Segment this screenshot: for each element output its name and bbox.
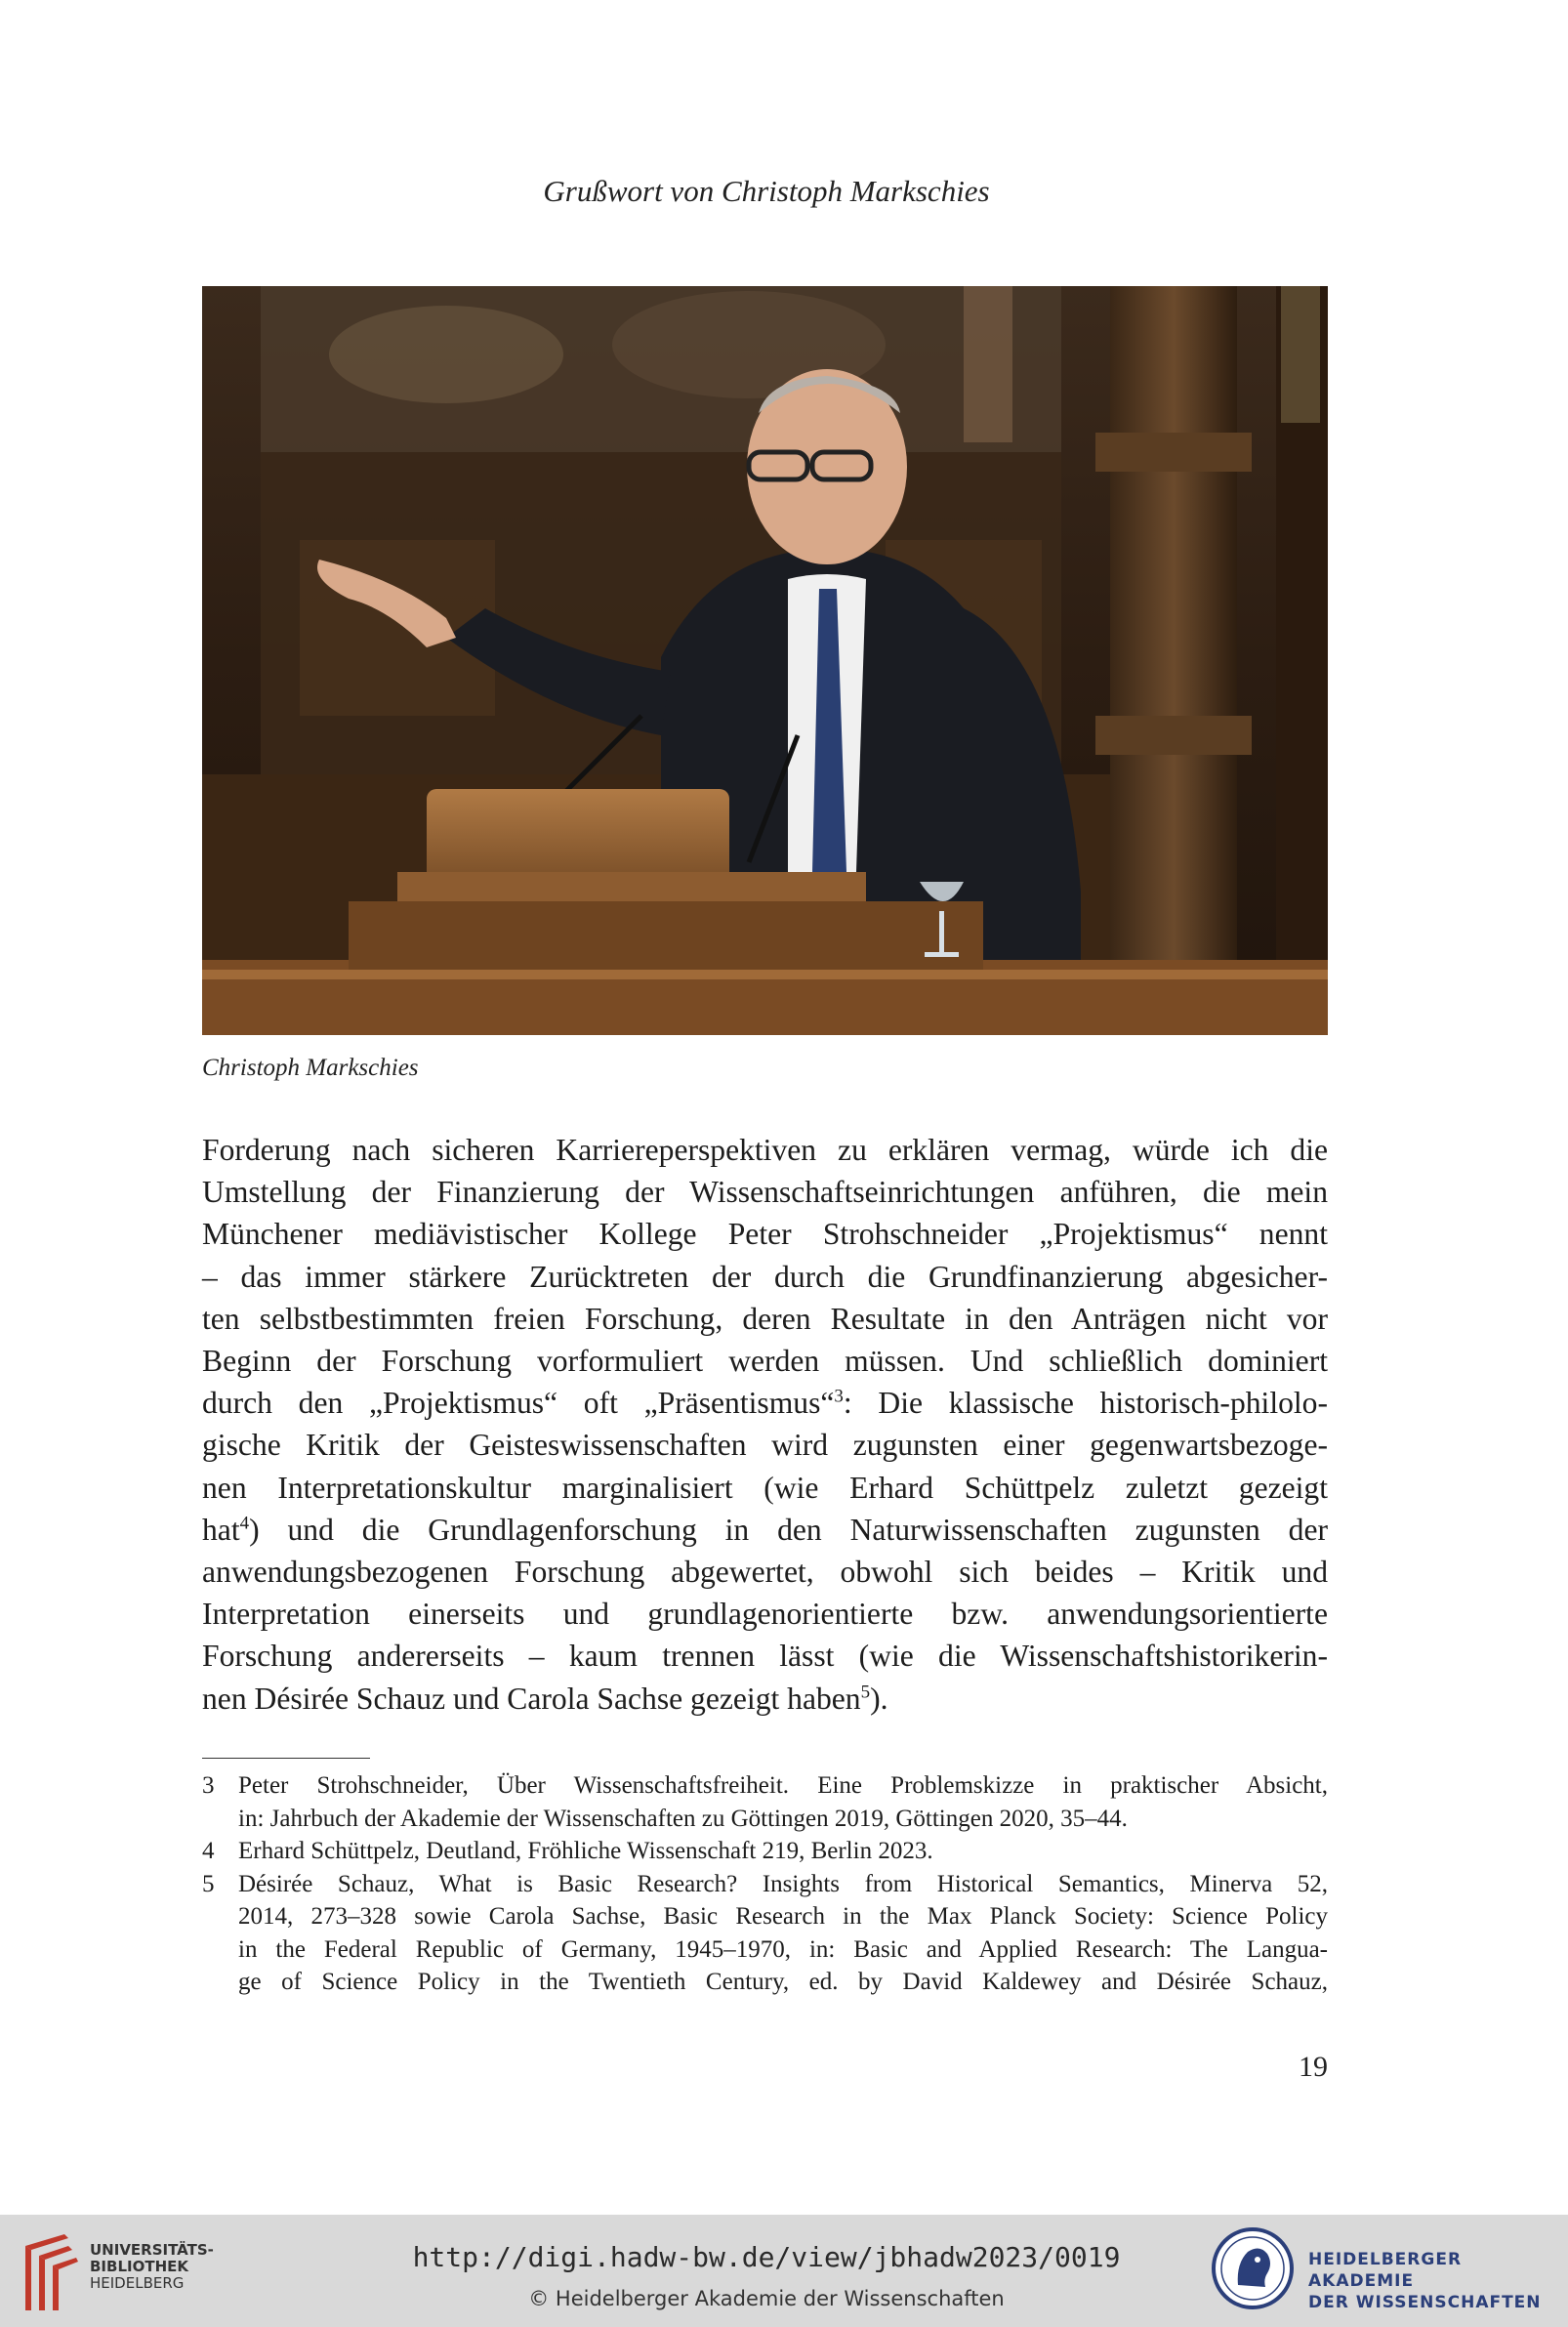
footnote-number: 5 [202, 1870, 215, 1897]
photo-caption: Christoph Markschies [202, 1055, 419, 1081]
body-line-text: nen Désirée Schauz und Carola Sachse gezeigt haben [202, 1681, 861, 1716]
running-head: Grußwort von Christoph Markschies [543, 174, 990, 208]
footnote-line: 2014, 273–328 sowie Carola Sachse, Basic Research in the Max Planck Society: Science Policy [238, 1903, 1328, 1930]
footnote-line: Désirée Schauz, What is Basic Research? Insights from Historical Semantics, Minerva 52, [238, 1870, 1328, 1897]
ub-line-1: UNIVERSITÄTS- [90, 2241, 214, 2259]
footnote-5 [202, 1868, 1328, 1999]
body-line-text: : Die klassische historisch-philolo- [843, 1386, 1328, 1421]
body-line: Forderung nach sicheren Karriereperspektiven zu erklären vermag, würde ich die [202, 1133, 1328, 1167]
footnote-line: in the Federal Republic of Germany, 1945–1970, in: Basic and Applied Research: The Langua- [238, 1935, 1328, 1963]
hadw-seal-logo-icon[interactable] [1209, 2224, 1297, 2312]
body-line-text: durch den „Projektismus“ oft „Präsentismus“ [202, 1386, 835, 1421]
footnote-line: in: Jahrbuch der Akademie der Wissenschaften zu Göttingen 2019, Göttingen 2020, 35–44. [238, 1805, 1128, 1832]
hadw-line-2: DER WISSENSCHAFTEN [1308, 2293, 1542, 2312]
footnote-number: 4 [202, 1838, 215, 1864]
body-line-text: hat [202, 1512, 240, 1547]
hadw-line-1: HEIDELBERGER AKADEMIE [1308, 2250, 1463, 2291]
hadw-logo-text [1308, 2249, 1568, 2313]
footnote-3 [202, 1769, 1328, 1835]
body-line: Interpretation einerseits und grundlagenorientierte bzw. anwendungsorientierte [202, 1597, 1328, 1632]
body-line-text: ). [870, 1681, 888, 1716]
body-line [202, 1509, 1328, 1551]
body-line: Münchener mediävistischer Kollege Peter Strohschneider „Projektismus“ nennt [202, 1217, 1328, 1252]
body-line [202, 1678, 1328, 1720]
footnote-line: Peter Strohschneider, Über Wissenschaftsfreiheit. Eine Problemskizze in praktischer Absicht, [238, 1772, 1328, 1799]
footnote-line: Erhard Schüttpelz, Deutland, Fröhliche Wissenschaft 219, Berlin 2023. [238, 1838, 933, 1864]
footnotes [202, 1769, 1328, 1999]
footnote-number: 3 [202, 1772, 215, 1799]
page-number: 19 [1299, 2051, 1328, 2083]
body-line: Beginn der Forschung vorformuliert werden müssen. Und schließlich dominiert [202, 1344, 1328, 1379]
footnote-ref-5[interactable]: 5 [860, 1682, 871, 1703]
body-line: – das immer stärkere Zurücktreten der durch die Grundfinanzierung abgesicher- [202, 1259, 1328, 1294]
body-paragraph [202, 1129, 1328, 1720]
footnote-ref-4[interactable]: 4 [239, 1513, 250, 1534]
body-line: nen Interpretationskultur marginalisiert (wie Erhard Schüttpelz zuletzt gezeigt [202, 1470, 1328, 1505]
copyright-text: © Heidelberger Akademie der Wissenschaften [528, 2287, 1005, 2310]
body-line [202, 1382, 1328, 1424]
footnote-ref-3[interactable]: 3 [834, 1386, 844, 1407]
body-line: gische Kritik der Geisteswissenschaften wird zugunsten einer gegenwartsbezoge- [202, 1428, 1328, 1463]
body-line: anwendungsbezogenen Forschung abgewertet, obwohl sich beides – Kritik und [202, 1555, 1328, 1590]
ub-line-3: HEIDELBERG [90, 2274, 185, 2292]
speaker-photo [202, 286, 1328, 1035]
footnote-divider [202, 1758, 370, 1759]
ub-line-2: BIBLIOTHEK [90, 2258, 188, 2275]
footnote-4 [202, 1835, 1328, 1868]
speaker-at-lectern-photo [202, 286, 1328, 1035]
body-line: Forschung andererseits – kaum trennen lässt (wie die Wissenschaftshistorikerin- [202, 1639, 1328, 1674]
body-line: ten selbstbestimmten freien Forschung, deren Resultate in den Anträgen nicht vor [202, 1301, 1328, 1336]
body-line: Umstellung der Finanzierung der Wissenschaftseinrichtungen anführen, die mein [202, 1175, 1328, 1210]
body-line-text: ) und die Grundlagenforschung in den Naturwissenschaften zugunsten der [249, 1512, 1328, 1547]
page-url-link[interactable]: http://digi.hadw-bw.de/view/jbhadw2023/0019 [412, 2241, 1121, 2273]
footnote-line: ge of Science Policy in the Twentieth Century, ed. by David Kaldewey and Désirée Schauz, [238, 1969, 1328, 1995]
